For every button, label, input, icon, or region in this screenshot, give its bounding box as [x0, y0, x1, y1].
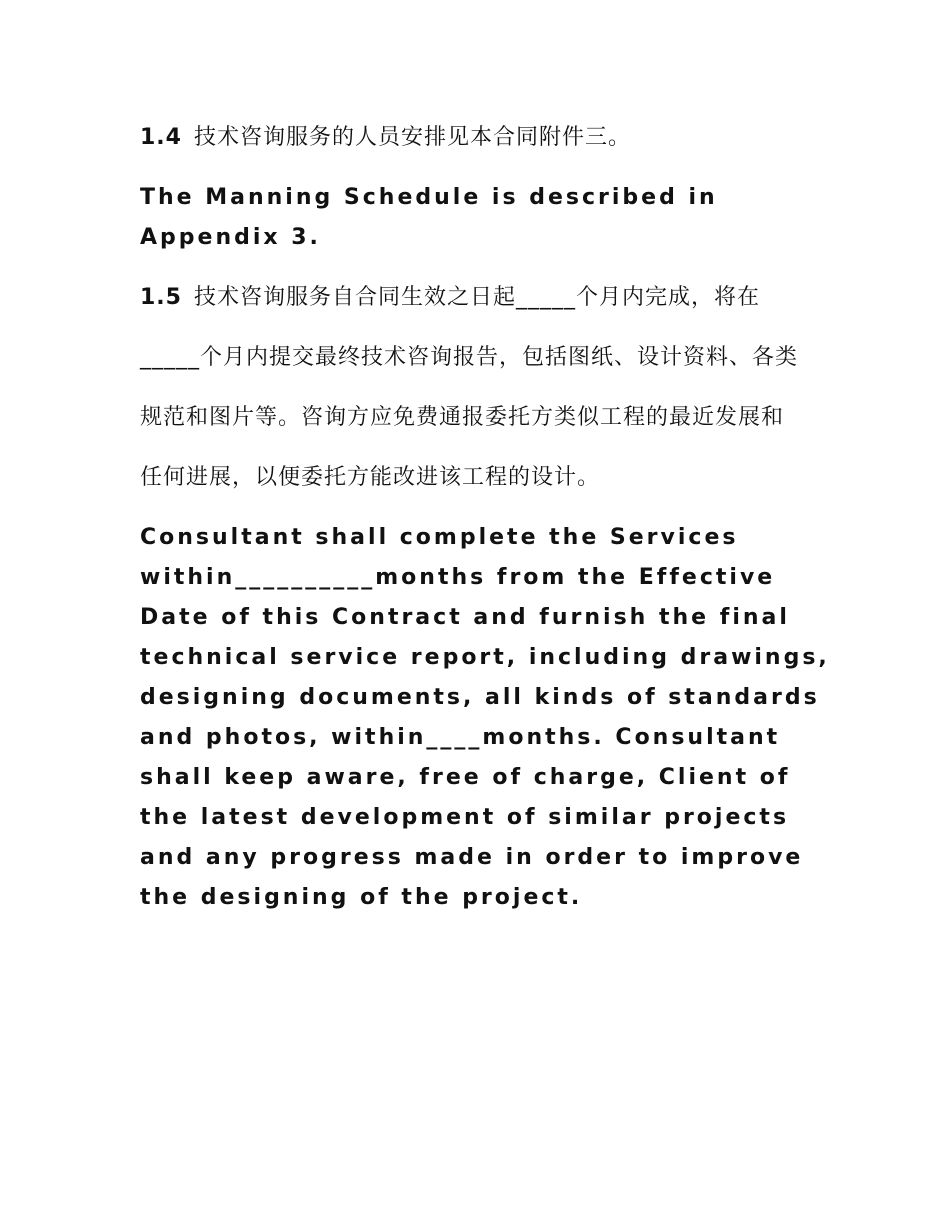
clause-text: 技术咨询服务自合同生效之日起_____个月内完成，将在 — [193, 285, 760, 310]
clause-1-5-chinese-line-1 — [140, 278, 830, 318]
clause-number: 1.4 — [140, 125, 182, 150]
document-page — [140, 118, 830, 938]
clause-1-5-english: Consultant shall complete the Services within__________months from the Effective Date of this Contract and furnish the final technical service report, including drawings, designing documents, all kinds of standards and photos, within____months. Consultant shall keep aware, free of charge, Client of the latest development of similar projects and any progress made in order to improve the designing of the project. — [140, 525, 830, 910]
clause-1-5-chinese-line-3: 规范和图片等。咨询方应免费通报委托方类似工程的最近发展和 — [140, 405, 785, 430]
clause-1-4-chinese — [140, 118, 830, 158]
clause-1-4-english: The Manning Schedule is described in Appendix 3. — [140, 185, 718, 250]
clause-1-5-chinese-line-4: 任何进展，以便委托方能改进该工程的设计。 — [140, 465, 601, 490]
clause-text: 技术咨询服务的人员安排见本合同附件三。 — [193, 125, 631, 150]
clause-1-5-chinese-line-2: _____个月内提交最终技术咨询报告，包括图纸、设计资料、各类 — [140, 345, 799, 370]
clause-number: 1.5 — [140, 285, 182, 310]
